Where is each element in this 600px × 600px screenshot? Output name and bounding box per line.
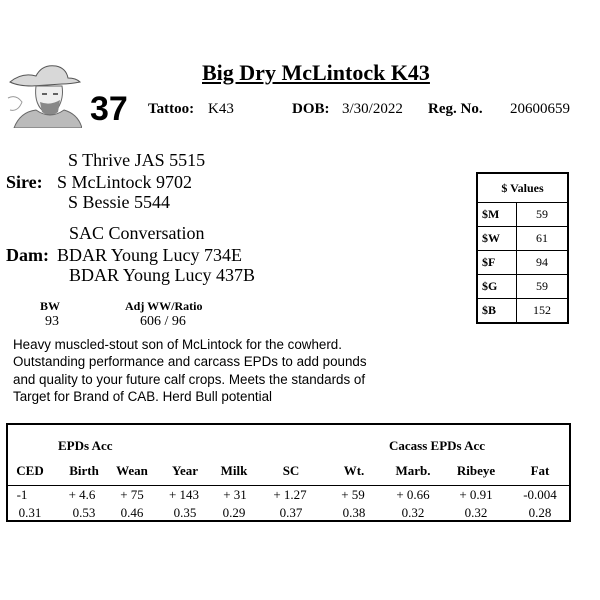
epd-value-fat: -0.004 bbox=[523, 487, 557, 502]
dob-label: DOB: bbox=[292, 101, 330, 117]
col-header-milk: Milk bbox=[220, 463, 248, 478]
dollar-value-label: $G bbox=[477, 275, 517, 299]
ww-label: Adj WW/Ratio bbox=[125, 299, 203, 313]
epd-value-wt: + 59 bbox=[341, 487, 365, 502]
dam-name: BDAR Young Lucy 734E bbox=[57, 245, 243, 265]
dollar-value-row bbox=[477, 251, 568, 275]
dam-sire: SAC Conversation bbox=[69, 223, 205, 243]
bw-value: 93 bbox=[45, 314, 59, 329]
acc-value-ced: 0.31 bbox=[18, 505, 42, 520]
tattoo-label: Tattoo: bbox=[148, 101, 195, 117]
epd-value-wean: + 75 bbox=[120, 487, 144, 502]
acc-value-ribeye: 0.32 bbox=[464, 505, 488, 520]
dollar-value-row bbox=[477, 203, 568, 227]
col-header-fat: Fat bbox=[530, 463, 550, 478]
dollar-values-title: $ Values bbox=[477, 173, 568, 203]
epd-value-year: + 143 bbox=[168, 487, 200, 502]
sire-dam: S Bessie 5544 bbox=[68, 192, 171, 212]
col-header-wean: Wean bbox=[116, 463, 148, 478]
dob-value: 3/30/2022 bbox=[342, 101, 403, 117]
sire-sire: S Thrive JAS 5515 bbox=[68, 150, 206, 170]
dollar-value-row bbox=[477, 227, 568, 251]
tattoo-value: K43 bbox=[208, 101, 234, 117]
carcass-group-header: Cacass EPDs Acc bbox=[389, 438, 486, 453]
dollar-values-table bbox=[476, 172, 569, 324]
epd-table bbox=[6, 423, 571, 522]
col-header-year: Year bbox=[172, 463, 198, 478]
acc-value-milk: 0.29 bbox=[222, 505, 246, 520]
col-header-wt: Wt. bbox=[343, 463, 365, 478]
dollar-value-label: $W bbox=[477, 227, 517, 251]
description: Heavy muscled-stout son of McLintock for the cowherd. Outstanding performance and carcass EPDs to add pounds and quality to your future calf crops. Meets the standards of Target for Brand of CAB. Herd Bull potential bbox=[13, 337, 367, 405]
acc-value-year: 0.35 bbox=[173, 505, 197, 520]
reg-value: 20600659 bbox=[510, 101, 570, 117]
dollar-value: 94 bbox=[517, 251, 569, 275]
animal-title: Big Dry McLintock K43 bbox=[202, 60, 430, 85]
dollar-value-label: $F bbox=[477, 251, 517, 275]
dollar-value-label: $B bbox=[477, 299, 517, 324]
acc-value-birth: 0.53 bbox=[72, 505, 96, 520]
epd-value-sc: + 1.27 bbox=[273, 487, 307, 502]
epd-value-milk: + 31 bbox=[223, 487, 247, 502]
acc-value-fat: 0.28 bbox=[528, 505, 552, 520]
epd-value-ced: -1 bbox=[16, 487, 28, 502]
dollar-value-row bbox=[477, 275, 568, 299]
dollar-value-row bbox=[477, 299, 568, 324]
dollar-value-label: $M bbox=[477, 203, 517, 227]
cowboy-logo-image bbox=[6, 58, 82, 128]
acc-value-sc: 0.37 bbox=[279, 505, 303, 520]
dam-dam: BDAR Young Lucy 437B bbox=[69, 265, 256, 285]
col-header-ced: CED bbox=[16, 463, 44, 478]
col-header-sc: SC bbox=[282, 463, 300, 478]
sire-name: S McLintock 9702 bbox=[57, 172, 192, 192]
col-header-marb: Marb. bbox=[395, 463, 431, 478]
acc-value-wean: 0.46 bbox=[120, 505, 144, 520]
dollar-value: 152 bbox=[517, 299, 569, 324]
lot-number: 37 bbox=[90, 90, 128, 128]
epd-group-header: EPDs Acc bbox=[58, 438, 113, 453]
ww-value: 606 / 96 bbox=[140, 314, 186, 329]
dam-label: Dam: bbox=[6, 245, 49, 265]
acc-value-wt: 0.38 bbox=[342, 505, 366, 520]
dollar-value: 59 bbox=[517, 203, 569, 227]
dollar-value: 59 bbox=[517, 275, 569, 299]
bw-label: BW bbox=[40, 299, 61, 313]
sire-label: Sire: bbox=[6, 172, 43, 192]
col-header-birth: Birth bbox=[69, 463, 99, 478]
reg-label: Reg. No. bbox=[428, 101, 483, 117]
epd-divider bbox=[8, 485, 569, 486]
epd-value-ribeye: + 0.91 bbox=[459, 487, 493, 502]
acc-value-marb: 0.32 bbox=[401, 505, 425, 520]
col-header-ribeye: Ribeye bbox=[456, 463, 496, 478]
dollar-value: 61 bbox=[517, 227, 569, 251]
epd-value-marb: + 0.66 bbox=[396, 487, 430, 502]
epd-value-birth: + 4.6 bbox=[68, 487, 96, 502]
